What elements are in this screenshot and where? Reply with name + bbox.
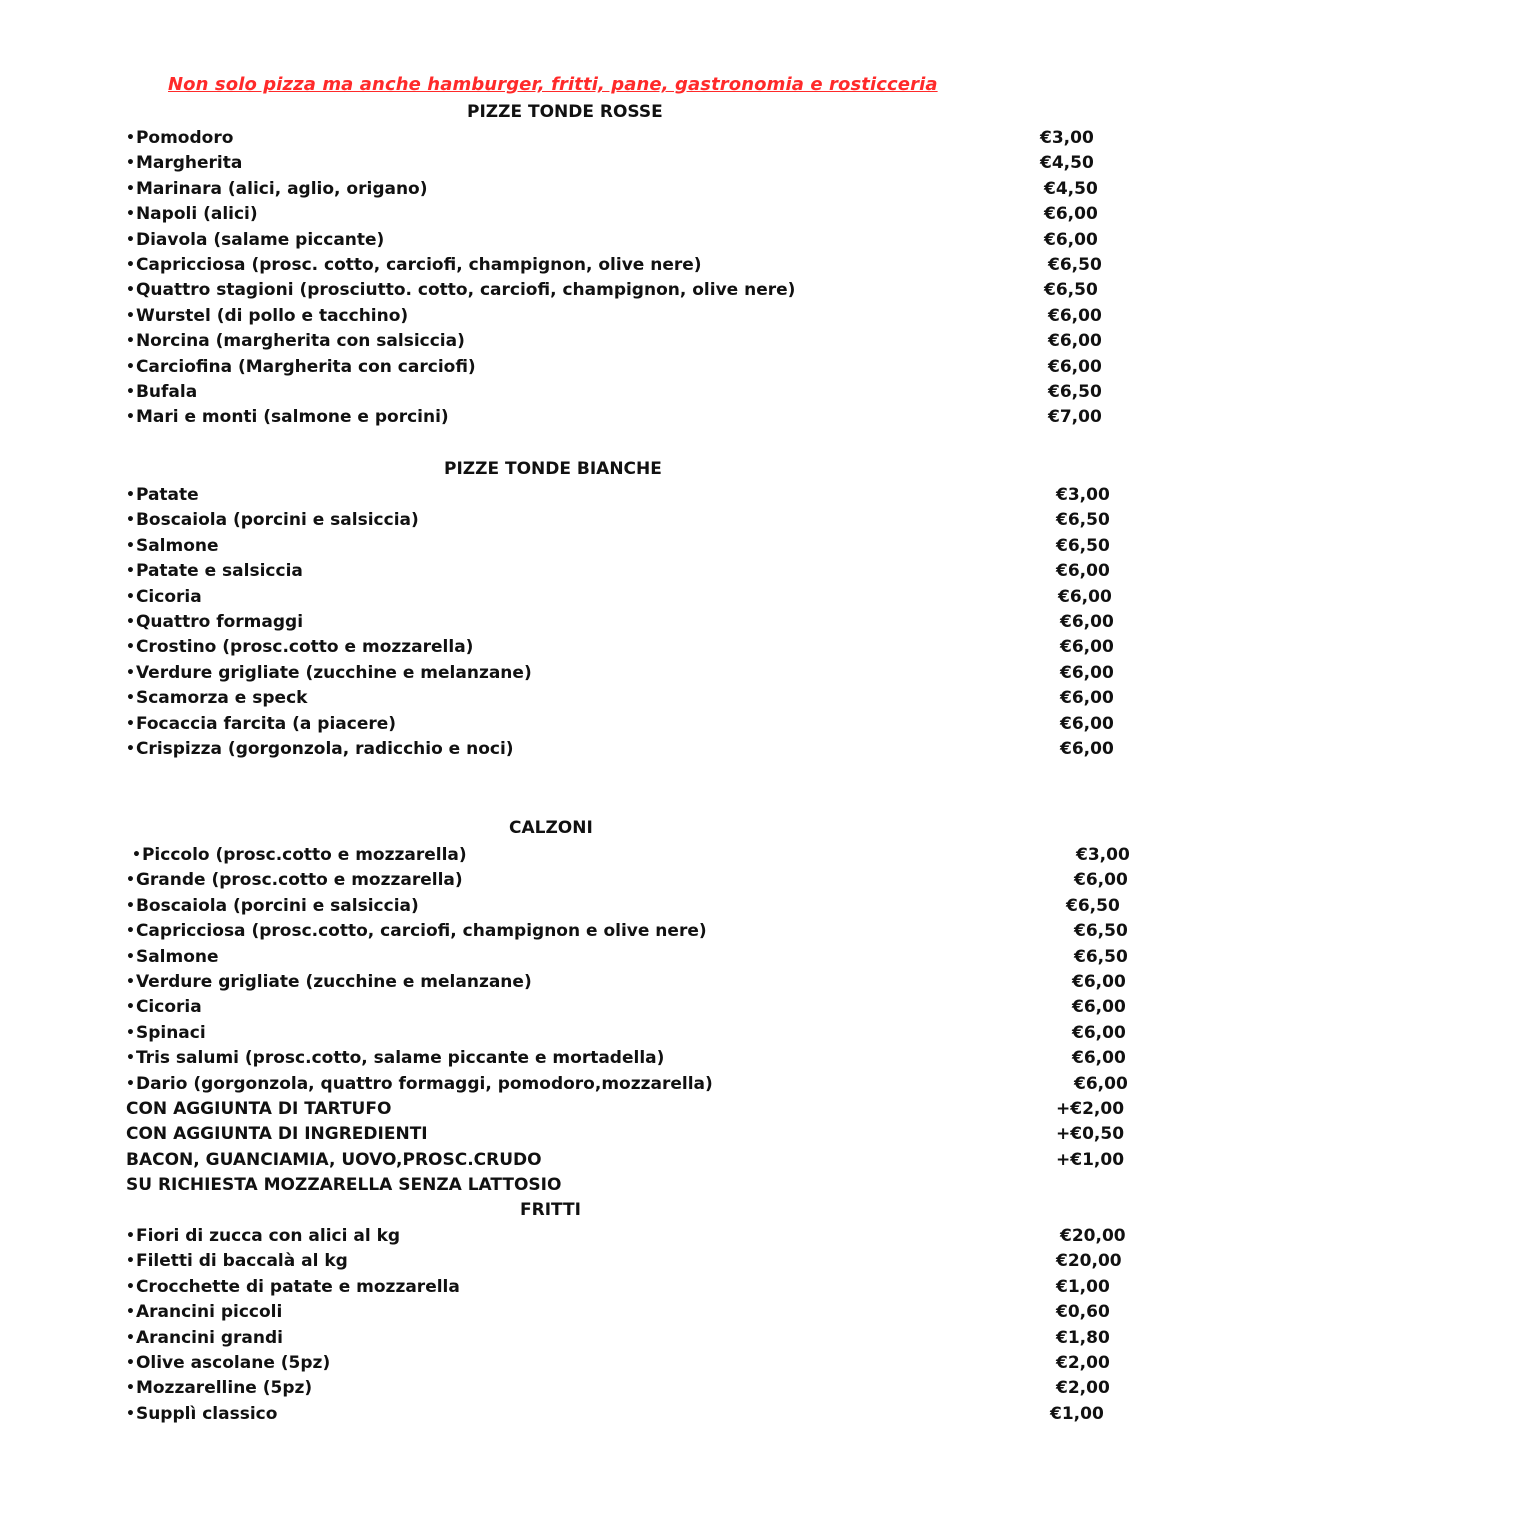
menu-item-price: €1,00 (1056, 1276, 1110, 1297)
bullet-icon: • (126, 872, 135, 889)
bullet-icon: • (126, 1278, 135, 1295)
menu-item-name (126, 329, 465, 355)
menu-item-price: €6,50 (1048, 382, 1102, 402)
bullet-icon: • (126, 690, 135, 707)
menu-item-name (126, 304, 408, 330)
menu-item-price: +€2,00 (1056, 1099, 1125, 1119)
menu-item-name (132, 843, 467, 869)
bullet-icon: • (126, 1380, 135, 1397)
menu-item-name (126, 355, 476, 381)
menu-item-price: €1,00 (1050, 1403, 1104, 1424)
menu-item-label: Filetti di baccalà al kg (135, 1251, 348, 1272)
bullet-icon: • (126, 257, 135, 273)
bullet-icon: • (126, 358, 135, 375)
bullet-icon: • (126, 512, 135, 529)
menu-item-price: €6,00 (1074, 870, 1128, 891)
bullet-icon: • (126, 180, 135, 197)
bullet-icon: • (126, 1228, 135, 1244)
menu-item-price: €4,50 (1040, 153, 1094, 174)
menu-item-price: €6,00 (1060, 713, 1114, 734)
menu-item-name (126, 868, 463, 894)
menu-item-label: Patate (135, 485, 199, 505)
menu-item-price: €6,00 (1072, 997, 1126, 1018)
menu-item-name (126, 534, 219, 560)
menu-item-name (126, 380, 197, 406)
menu-item-label: Carciofina (Margherita con carciofi) (135, 356, 476, 377)
menu-item-name (126, 202, 258, 228)
bullet-icon: • (126, 282, 135, 299)
menu-item-name (126, 1021, 206, 1047)
menu-item-price: €6,00 (1056, 561, 1110, 582)
menu-item-name (126, 1326, 283, 1352)
menu-item-label: Wurstel (di pollo e tacchino) (135, 305, 409, 326)
menu-item-label: Focaccia farcita (a piacere) (135, 713, 397, 734)
bullet-icon: • (126, 1355, 135, 1371)
menu-item-name (126, 278, 795, 304)
menu-item-price: €6,00 (1048, 331, 1102, 352)
bullet-icon: • (126, 1405, 135, 1422)
menu-item-label: Verdure grigliate (zucchine e melanzane) (135, 662, 532, 683)
bullet-icon: • (126, 1024, 135, 1041)
bullet-icon: • (132, 847, 141, 863)
bullet-icon: • (126, 384, 135, 400)
menu-item-name (126, 559, 303, 585)
menu-item-name (126, 1072, 713, 1098)
menu-item-price: €6,00 (1048, 356, 1102, 377)
menu-item-name (126, 737, 514, 763)
menu-item-price: €6,50 (1056, 535, 1110, 556)
menu-item-name (126, 610, 303, 636)
menu-item-label: Marinara (alici, aglio, origano) (135, 178, 428, 199)
menu-item-name (126, 970, 532, 996)
menu-item-label: Boscaiola (porcini e salsiccia) (135, 510, 419, 531)
menu-item-label: Grande (prosc.cotto e mozzarella) (135, 870, 463, 891)
bullet-icon: • (126, 409, 135, 426)
menu-item-name (126, 177, 428, 203)
menu-item-label: Capricciosa (prosc.cotto, carciofi, champignon e olive nere) (135, 921, 707, 942)
menu-item-price: €2,00 (1056, 1378, 1110, 1399)
menu-item-name (126, 1148, 542, 1173)
bullet-icon: • (126, 999, 135, 1016)
bullet-icon: • (126, 206, 135, 223)
menu-item-name (126, 253, 702, 279)
menu-item-label: CON AGGIUNTA DI INGREDIENTI (126, 1124, 428, 1145)
menu-item-name (126, 1351, 330, 1377)
menu-item-name (126, 1097, 391, 1122)
menu-item-label: Crispizza (gorgonzola, radicchio e noci) (135, 739, 514, 759)
menu-item-label: Quattro formaggi (135, 612, 304, 632)
menu-item-label: SU RICHIESTA MOZZARELLA SENZA LATTOSIO (126, 1175, 562, 1196)
menu-item-price: €3,00 (1056, 485, 1110, 505)
section-title-pizze-tonde-bianche: PIZZE TONDE BIANCHE (444, 459, 662, 479)
menu-item-name (126, 1173, 561, 1198)
menu-item-name (126, 228, 384, 254)
menu-item-price: €4,50 (1044, 178, 1098, 199)
menu-item-label: Cicoria (135, 997, 202, 1018)
menu-item-label: Crocchette di patate e mozzarella (135, 1276, 460, 1297)
bullet-icon: • (126, 923, 135, 940)
menu-item-label: Salmone (135, 535, 219, 556)
menu-item-price: €6,50 (1048, 255, 1102, 275)
menu-item-price: €6,50 (1074, 946, 1128, 967)
menu-item-name (126, 661, 532, 687)
menu-item-price: €3,00 (1040, 128, 1094, 148)
bullet-icon: • (126, 1253, 135, 1270)
menu-item-price: €6,50 (1044, 280, 1098, 301)
menu-item-price: €6,00 (1048, 305, 1102, 326)
bullet-icon: • (126, 639, 135, 656)
menu-item-name (126, 1275, 460, 1301)
menu-item-name (126, 1249, 348, 1275)
bullet-icon: • (126, 897, 135, 914)
menu-item-label: Supplì classico (135, 1403, 278, 1424)
menu-item-price: €6,00 (1060, 637, 1114, 658)
section-title-pizze-tonde-rosse: PIZZE TONDE ROSSE (467, 102, 663, 122)
menu-item-label: BACON, GUANCIAMIA, UOVO,PROSC.CRUDO (126, 1149, 542, 1170)
menu-item-label: Cicoria (135, 586, 202, 607)
section-title-fritti: FRITTI (520, 1200, 581, 1220)
menu-item-name (126, 126, 233, 152)
menu-item-price: €6,50 (1066, 895, 1120, 916)
menu-item-price: €6,00 (1060, 739, 1114, 759)
menu-item-label: Fiori di zucca con alici al kg (135, 1226, 401, 1246)
bullet-icon: • (126, 974, 135, 990)
section-title-calzoni: CALZONI (509, 818, 593, 838)
menu-item-name (126, 1122, 428, 1147)
menu-item-name (126, 1376, 312, 1402)
menu-item-price: €6,00 (1058, 586, 1112, 607)
bullet-icon: • (126, 563, 135, 580)
menu-item-name (126, 151, 242, 177)
menu-item-price: €0,60 (1056, 1302, 1110, 1323)
menu-item-label: Norcina (margherita con salsiccia) (135, 331, 465, 352)
bullet-icon: • (126, 614, 135, 630)
menu-item-label: Napoli (alici) (135, 204, 258, 225)
bullet-icon: • (126, 588, 135, 605)
menu-item-label: CON AGGIUNTA DI TARTUFO (126, 1099, 392, 1119)
menu-item-name (126, 894, 419, 920)
bullet-icon: • (126, 715, 135, 732)
menu-item-name (126, 635, 473, 661)
menu-item-label: Olive ascolane (5pz) (135, 1353, 331, 1373)
menu-item-label: Quattro stagioni (prosciutto. cotto, carciofi, champignon, olive nere) (135, 280, 796, 301)
menu-tagline: Non solo pizza ma anche hamburger, fritti, pane, gastronomia e rosticceria (168, 74, 938, 95)
menu-item-name (126, 1224, 400, 1250)
menu-item-label: Mari e monti (salmone e porcini) (135, 407, 449, 428)
menu-item-price: €6,00 (1060, 662, 1114, 683)
menu-item-name (126, 995, 202, 1021)
menu-item-price: €6,00 (1060, 612, 1114, 632)
bullet-icon: • (126, 537, 135, 554)
menu-item-label: Dario (gorgonzola, quattro formaggi, pomodoro,mozzarella) (135, 1073, 713, 1094)
bullet-icon: • (126, 1304, 135, 1321)
menu-item-price: €6,50 (1074, 921, 1128, 942)
bullet-icon: • (126, 333, 135, 350)
menu-item-price: €6,00 (1074, 1073, 1128, 1094)
menu-item-price: €7,00 (1048, 407, 1102, 428)
menu-item-price: €6,00 (1044, 204, 1098, 225)
menu-item-name (126, 1300, 282, 1326)
bullet-icon: • (126, 1075, 135, 1092)
menu-item-label: Crostino (prosc.cotto e mozzarella) (135, 637, 474, 658)
menu-item-label: Boscaiola (porcini e salsiccia) (135, 895, 419, 916)
menu-item-label: Scamorza e speck (135, 688, 308, 709)
bullet-icon: • (126, 1329, 135, 1346)
bullet-icon: • (126, 130, 135, 146)
menu-item-price: €3,00 (1076, 845, 1130, 865)
menu-item-label: Patate e salsiccia (135, 561, 303, 582)
menu-item-label: Tris salumi (prosc.cotto, salame piccante e mortadella) (135, 1048, 665, 1069)
bullet-icon: • (126, 231, 135, 248)
bullet-icon: • (126, 741, 135, 757)
menu-item-label: Margherita (135, 153, 243, 174)
menu-item-price: €6,00 (1072, 1048, 1126, 1069)
menu-item-price: €6,00 (1060, 688, 1114, 709)
bullet-icon: • (126, 487, 135, 503)
menu-item-label: Salmone (135, 946, 219, 967)
menu-item-label: Pomodoro (135, 128, 234, 148)
menu-item-name (126, 1402, 277, 1428)
menu-item-label: Verdure grigliate (zucchine e melanzane) (135, 972, 532, 992)
menu-item-price: €6,00 (1072, 1022, 1126, 1043)
menu-item-price: €20,00 (1060, 1226, 1126, 1246)
menu-item-name (126, 585, 202, 611)
menu-item-price: +€0,50 (1056, 1124, 1125, 1145)
menu-item-price: €1,80 (1056, 1327, 1110, 1348)
menu-item-name (126, 686, 307, 712)
menu-item-price: €20,00 (1056, 1251, 1122, 1272)
menu-item-label: Capricciosa (prosc. cotto, carciofi, champignon, olive nere) (135, 255, 702, 275)
menu-item-label: Arancini piccoli (135, 1302, 283, 1323)
menu-item-label: Piccolo (prosc.cotto e mozzarella) (141, 845, 467, 865)
menu-item-label: Arancini grandi (135, 1327, 283, 1348)
bullet-icon: • (126, 307, 135, 324)
menu-item-name (126, 483, 199, 509)
bullet-icon: • (126, 664, 135, 681)
menu-item-label: Bufala (135, 382, 198, 402)
bullet-icon: • (126, 155, 135, 172)
menu-item-name (126, 712, 396, 738)
menu-item-price: €2,00 (1056, 1353, 1110, 1373)
menu-item-name (126, 919, 707, 945)
menu-item-price: +€1,00 (1056, 1149, 1125, 1170)
menu-item-label: Diavola (salame piccante) (135, 229, 385, 250)
menu-item-price: €6,00 (1044, 229, 1098, 250)
menu-item-name (126, 945, 219, 971)
menu-item-label: Mozzarelline (5pz) (135, 1378, 313, 1399)
menu-item-price: €6,00 (1072, 972, 1126, 992)
menu-item-name (126, 508, 419, 534)
bullet-icon: • (126, 948, 135, 965)
menu-item-price: €6,50 (1056, 510, 1110, 531)
menu-item-name (126, 405, 449, 431)
bullet-icon: • (126, 1050, 135, 1067)
menu-item-label: Spinaci (135, 1022, 206, 1043)
menu-item-name (126, 1046, 664, 1072)
